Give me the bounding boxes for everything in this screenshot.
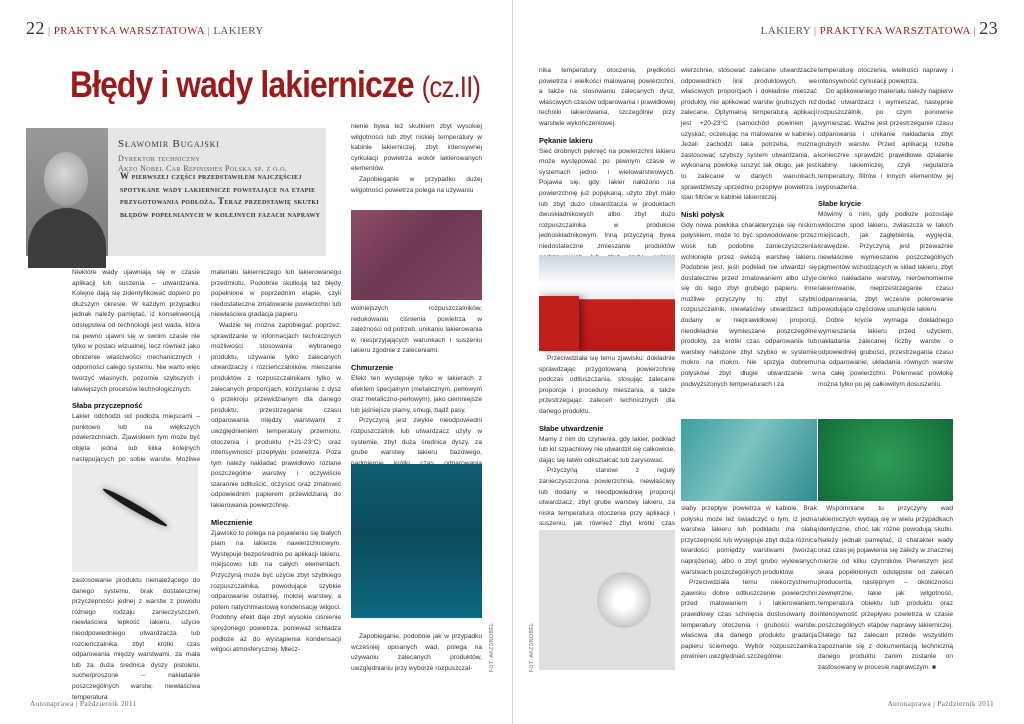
photo-clouding-defect <box>351 464 482 618</box>
paragraph: Przyczyną jest zwykle nieodpowiedni rozpuszczalnik lub utwardzacz użyty w systemie, zbyt duża średnica dyszy, za grube warstwy lakieru bazowego, <box>351 417 482 457</box>
section-heading: Niski połysk <box>681 209 725 219</box>
paragraph: wolniejszych rozpuszczalników, redukowaniu ciśnienia powietrza w zależności od potrzeb, unikaniu lakierowania w niesprzyjających warunkach i suszeniu lakieru zgodnie z zaleceniami. <box>351 305 482 355</box>
left-page-header <box>26 18 264 39</box>
header-separator: | <box>207 25 214 37</box>
right-page-header <box>761 18 998 39</box>
paragraph: Wadzie tej można zapobiegać poprzez: sprawdzanie w informacjach technicznych możliwości stosowania wybranego produktu, używanie tylko zalecanych utwardzaczy i rozcieńczalników, mieszanie produktów z rozpuszczalnikami tylko w zalecanych proporcjach, korzystanie z dysz o przekroju przewidzianym dla danego produktu, przestrzeganie czasu odparowania między warstwami z uwzględnieniem temperatury przemiotu, otoczenia i produktu (+21-23°C) oraz intensywności przepływu powietrza. Poza tym należy nakładać prawidłowo rozlane poszczególne warstwy i oczywiście starannie odtłuścić, oczyścić oraz zmatowić odpowiednim papierem przewidzianą do lakierowania powierzchnię. <box>211 321 341 510</box>
header-separator: | <box>973 25 980 37</box>
left-section-name: PRAKTYKA WARSZTATOWA <box>53 25 205 37</box>
column-3-bottom <box>351 632 482 690</box>
column-4-top <box>539 66 675 252</box>
portrait-shoulders-shape <box>28 208 106 268</box>
paragraph: materiału lakierniczego lub lakierowanego przedmiotu. Podobnie skutkują też błędy popełnione w poprzednim etapie, czyli niedostateczne zmatowanie powierzchni lub niewłaściwa gradacja papieru. <box>211 269 341 319</box>
paragraph: Przeciwdziała się temu zjawisku: dokładnie sprawdzając przygotowaną powierzchnię podczas odtłuszczania, stosując zalecane proporcje i procedury mieszania, a także przestrzegając zaleceń technicznych dla danego produktu. <box>539 355 675 415</box>
photo-red-panel <box>539 296 579 351</box>
paragraph: Zapobieganie w przypadku dużej wilgotności powietrza polega na używaniu <box>351 175 482 194</box>
photo-defect-spot <box>597 572 651 628</box>
section-heading: Pękanie lakieru <box>539 135 593 145</box>
photo-credit: FOT. AKZONOBEL <box>529 622 535 672</box>
photo-defect-streak <box>101 486 169 529</box>
right-page-footer: Autonaprawa | Październik 2011 <box>887 699 994 708</box>
column-3-top <box>351 122 482 206</box>
paragraph: Efekt ten występuje tylko w lakierach z efektem specjalnym (metalicznym, perłowym oraz metaliczno-perłowym), jako ciemniejsze lub jaśniejsze plamy, smugi, bądź pasy. <box>351 374 482 414</box>
column-4-middle <box>539 354 675 528</box>
paragraph: Sieć drobnych pęknięć na powierzchni lakieru może występować po pewnym czasie w systemach jedno- i wielowarstwowych. Pojawia się, gdy: lakier nałożono na powierzchnię już popękaną, użyto zbyt mało lub zbyt dużo utwardzacza w produktach dwuskładnikowych albo zbyt dużo rozpuszczalnika w produkcie jednoskładnikowym. Inną przyczyną bywa niedostateczne zmieszanie produktów <box>539 147 675 250</box>
portrait-head-shape <box>44 152 88 206</box>
photo-low-gloss-defect <box>681 419 817 501</box>
left-topic-name: LAKIERY <box>213 25 264 37</box>
photo-poor-coverage-defect <box>818 419 953 501</box>
left-page-footer: Autonaprawa | Październik 2011 <box>30 699 137 708</box>
paragraph: wierzchnie, stosować zalecane utwardzacze odpowiednich linii produktowych, we właściwych proporcjach i dokładnie mieszać produkty, nie aplikować warstw grubszych niż zalecane. Optymalną temperaturą aplikacji jest +20-23°C (samochód powinien ją uzyskać, oczekując na malowanie w kabinie). Jeżeli zachodzi taka potrzeba, można zastosować szybszy system utwardzania, a wykonaną powłokę suszyć tak długo, jak jest to zalecane w danych warunkach, sprawdziwszy uprzednio przepływ powietrza i stan filtrów w kabinie lakierniczej. <box>681 67 817 202</box>
paragraph: Niektóre wady ujawniają się w czasie aplikacji lub suszenia – utwardzania. Kolejne dają się zidentyfikować dopiero po dłuższym okresie. W każdym przypadku jednak należy pamiętać, iż konsekwencją odstępstwa od technologii jest wada, która na pewno ujawni się w swoim czasie nie tylko w postaci wizualnej, lecz również jako obniżenie właściwości mechanicznych i odporności całego systemu. Nie warto więc tworzyć własnych, pozornie szybszych i łatwiejszych procesów technologicznych. <box>72 269 200 393</box>
article-lead: W pierwszej części przedstawiłem najczęściej spotykane wady lakiernicze powstające na etapie przygotowania podłoża. Teraz przedstawię skutki błędów popełnianych w kolejnych fazach naprawy <box>120 171 321 219</box>
paragraph: Wspomniane tu przyczyny wad lakierniczych wydają się w wielu przypadkach identyczne, choć tak różne powodują skutki. Należy jednak pamiętać, iż charakter wady oraz czas jej pojawienia się zależy w znacznej mierze od kilku czynników. Pierwszym jest skala popełnionych odstępstw od zaleceń producenta, następnym – okoliczności zewnętrzne, takie jak: wilgotność, temperatura obiektu lub produktu oraz intensywność przepływu powietrza w czasie poszczególnych etapów naprawy lakierniczej. Dlatego też zalecam przede wszystkim zapoznanie się z dokumentacją techniczną danego produktu zanim zostanie on zastosowany w procesie naprawczym. ■ <box>818 505 953 671</box>
section-heading: Słabe utwardzenie <box>539 423 604 433</box>
header-separator: | <box>47 25 54 37</box>
column-1-bottom <box>72 576 200 701</box>
paragraph: Przeciwdziała temu niekorzystnemu zjawisku dobre odtłuszczenie powierzchni przed matowaniem i lakierowaniem, prawidłowy czas schnięcia dostosowany do temperatury otoczenia i grubości warstw, właściwa dla danego produktu gradacja papieru ściernego. Wybór rozpuszczalnika powinien uwzględniać szczególnie: <box>681 579 817 661</box>
left-page-number: 22 <box>26 18 45 38</box>
section-heading: Chmurzenie <box>351 362 394 372</box>
paragraph: Dobre krycie wymaga dokładnego wymieszania lakieru przed użyciem, nakładania zalecanej liczby warstw o odpowiedniej grubości, przestrzegania czasu na odparowanie, układania równych warstw na całej powierzchni. Polerować powłokę można tylko po jej całkowitym dosuszeniu. <box>818 317 953 388</box>
article-title-suffix: (cz.II) <box>421 71 481 104</box>
photo-poor-adhesion <box>72 464 198 572</box>
article-title-main: Błędy i wady lakiernicze <box>70 64 414 105</box>
paragraph: Przyczyną stanowi z reguły zanieczyszczona powierzchnia, niewłaściwy lub dodany w nieodpowiedniej proporcji utwardzacz, zbyt grube warstwy lakieru, za niska temperatura otoczenia przy aplikacji i suszeniu, jak również zbyt krótki czas <box>539 467 675 528</box>
right-section-name: PRAKTYKA WARSZTATOWA <box>819 25 971 37</box>
column-6-top <box>818 66 953 416</box>
paragraph: Mamy z nim do czynienia, gdy lakier, podkład lub kit szpachlowy nie utwardził się całkowicie, dając się łatwo odkształcać lub zarysować. <box>539 435 675 464</box>
column-5-bottom <box>681 504 817 690</box>
photo-cracking-defect <box>539 256 675 351</box>
author-company: Akzo Nobel Car Refinishes Polska sp. z o.o. <box>118 164 288 173</box>
paragraph: Zapobieganie, podobnie jak w przypadku wcześniej opisanych wad, polega na używaniu zalecanych produktów, uwzględnianiu przy wyborze rozpuszczal- <box>351 633 482 672</box>
paragraph: temperaturę otoczenia, wielkości naprawy i intensywność cyrkulacji powietrza. <box>818 67 953 85</box>
column-6-bottom <box>818 504 953 690</box>
author-name: Sławomir Bugajski <box>118 138 220 150</box>
column-1-top <box>72 268 200 462</box>
column-2 <box>211 268 341 690</box>
paragraph: Lakier odchodzi od podłoża miejscami – punktowo lub na większych powierzchniach. Zjawiskiem tym może być objęta jedna lub kilka kolejnych następujących po sobie warstw. Możliwe <box>72 413 200 463</box>
header-separator: | <box>813 25 820 37</box>
section-heading: Mlecznienie <box>211 517 253 527</box>
section-heading: Słaba przyczepność <box>72 401 143 411</box>
photo-weak-curing-defect <box>539 530 675 670</box>
paragraph: nika temperatury otoczenia, prędkości powietrza i wielkości malowanej powierzchni, a także na stosowaniu zalecanych dysz, właściwych czasów odparowania i prawidłowej techniki lakierowania, szczególnie przy warstwie wykończeniowej. <box>539 67 675 127</box>
author-role: Dyrektor techniczny <box>118 154 200 163</box>
article-title <box>70 64 480 106</box>
paragraph: Mówimy o nim, gdy podłoże pozostaje widoczne spod lakieru, zwłaszcza w takich miejscach, jak zagłębienia, wygięcia, krawędzie. Przyczyną jest przeważnie niewłaściwe wymieszanie poszczególnych pigmentów wchodzących w skład lakieru, zbyt cienko nakładane warstwy, nierównomierne lakierowanie, nieprzestrzeganie czasu odparowania, zbyt wczesne polerowanie powodujące częściowe usunięcie lakieru. <box>818 211 953 314</box>
right-topic-name: LAKIERY <box>760 25 811 37</box>
photo-milking-defect <box>351 210 482 300</box>
right-page-number: 23 <box>979 18 998 38</box>
paragraph: Zjawisko to polega na pojawieniu się białych plam na lakierze nawierzchniowym. Występuje bezpośrednio po aplikacji lakieru, miejscowo lub na całych elementach. Przyczyną może być użycie zbyt szybkiego rozpuszczalnika, powodujące szybkie odparowanie ostatniej, mokrej warstwy, a potem natychmiastową kondensację wilgoci. Podobny efekt daje zbyt wysokie ciśnienie sprężonego powietrza, ponieważ schładza podłoże aż do wystąpienia kondensacji wilgoci atmosferycznej. Mlecz- <box>211 529 341 654</box>
paragraph: nienie bywa też skutkiem zbyt wysokiej wilgotności lub zbyt niskiej temperatury w kabinie lakierniczej, zbyt intensywnej cyrkulacji powietrza wokół lakierowanych elementów. <box>351 123 482 173</box>
photo-credit: FOT. AKZONOBEL <box>489 622 495 672</box>
column-3-middle <box>351 304 482 462</box>
paragraph: słaby przepływ powietrza w kabinie. Brak połysku może też świadczyć o tym, iż jedna warstwa lakieru lub podkładu ma słabą przyczepność lub występuje zbyt duża różnica twardości pomiędzy warstwami (tworząc naprężenia), albo o zbyt grubo wylewanych warstwach poszczególnych produktów. <box>681 505 817 576</box>
section-heading: Słabe krycie <box>818 199 862 209</box>
paragraph: zastosowanie produktu nienależącego do danego systemu, brak dostatecznej przyczepności jednej z warstw z powodu różnego rodzaju zanieczyszczeń, niewłaściwa lepkość lakieru, użycie nieodpowiedniego utwardzacza lub rozcieńczalnika, zbyt krótki czas odparowania między warstwami, za mała lub za duża średnica dyszy pistoletu, suche/proszone – nakładanie poszczególnych warstw, niewłaściwa temperatura <box>72 577 200 701</box>
column-5-top <box>681 66 817 416</box>
paragraph: Gdy nowa powłoka charakteryzuje się niskim połyskiem, może to być spowodowane przez wosk lub podobne zanieczyszczenia wchłonięte przez świeżą warstwę lakieru. Podobnie jest, jeśli podkład nie utwardzi się dostatecznie przed zmatowaniem albo użyje się do tego zbyt grubego papieru. Inne możliwe przyczyny to: zbyt szybki rozpuszczalnik, niewłaściwy utwardzacz lub dodany w nieprawidłowej proporcji, nieodkładnie wymieszane poszczególne produkty, za krótki czas odparowania lub warstwy nałożone zbyt szybko w systemie mokro na mokro. Nie sprzyja dobremu połyskowi zbyt długie utwardzanie w podwyższonych temperaturach i za <box>681 221 817 388</box>
paragraph: Do aplikowanego materiału należy najpierw dodać utwardzacz i wymieszać, następnie rozpuszczalnik, po czym ponownie wymieszać. Ważne jest przestrzeganie czasu odparowania i unikanie nakładania zbyt grubych warstw. Przed aplikacją trzeba koniecznie sprawdzić prawidłowe działanie kabiny lakierniczej, czyli regulatora temperatury, filtrów i innych elementów jej wyposażenia. <box>818 88 953 191</box>
author-portrait <box>26 128 108 256</box>
